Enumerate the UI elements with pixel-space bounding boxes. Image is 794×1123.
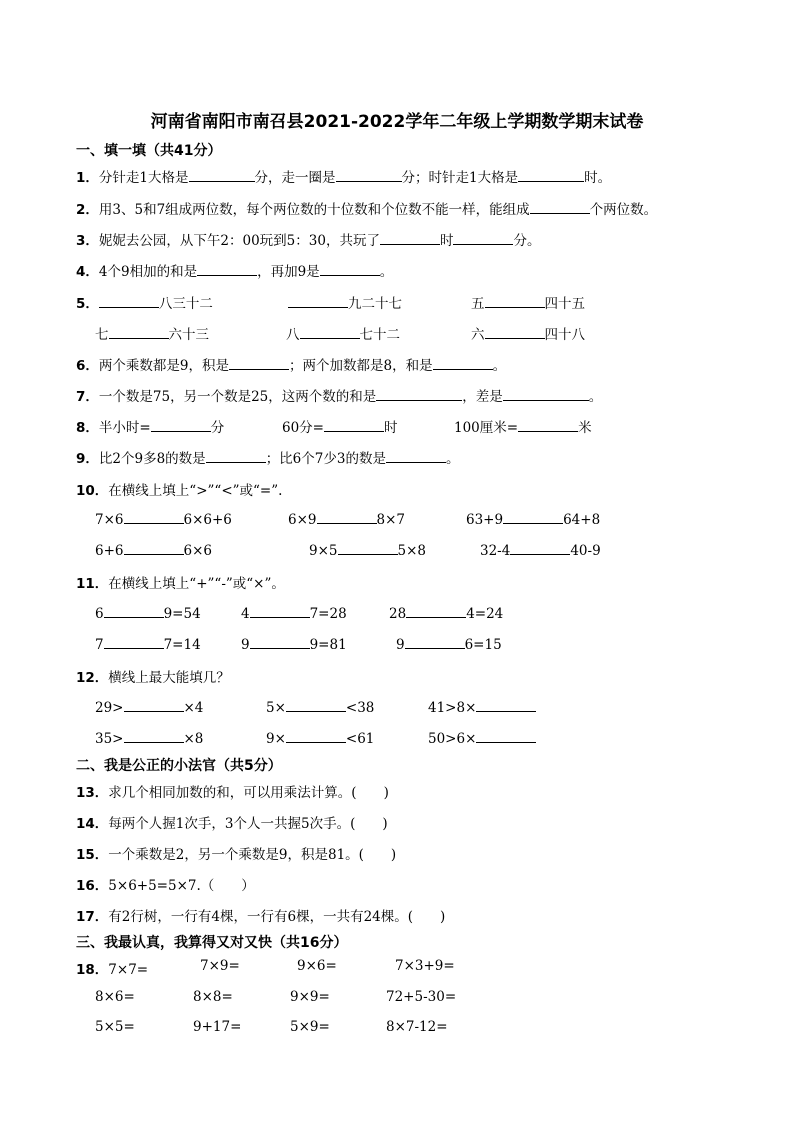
answer-blank[interactable] bbox=[336, 168, 402, 182]
question-17: 17．有2行树，一行有4棵，一行有6棵，一共有24棵。( ) bbox=[76, 909, 446, 925]
answer-blank[interactable] bbox=[250, 635, 310, 649]
question-14: 14．每两个人握1次手，3个人一共握5次手。( ) bbox=[76, 816, 388, 832]
answer-blank[interactable] bbox=[386, 449, 446, 463]
answer-blank[interactable] bbox=[124, 541, 184, 555]
answer-blank[interactable] bbox=[189, 168, 255, 182]
answer-blank[interactable] bbox=[338, 541, 398, 555]
answer-blank[interactable] bbox=[320, 262, 380, 276]
max-fill-item: 9× <61 bbox=[266, 731, 375, 747]
operator-item: 7 7=14 bbox=[95, 637, 201, 653]
answer-blank[interactable] bbox=[109, 325, 169, 339]
question-9: 9．比2个9多8的数是 ；比6个7少3的数是 。 bbox=[76, 451, 460, 467]
max-fill-item: 29> ×4 bbox=[95, 700, 204, 716]
question-number: 3． bbox=[76, 233, 99, 249]
answer-blank[interactable] bbox=[324, 418, 384, 432]
question-number: 11． bbox=[76, 576, 109, 592]
answer-blank[interactable] bbox=[503, 510, 563, 524]
operator-item: 4 7=28 bbox=[241, 606, 347, 622]
answer-blank[interactable] bbox=[476, 698, 536, 712]
operator-item: 9 9=81 bbox=[241, 637, 347, 653]
max-fill-item: 5× <38 bbox=[266, 700, 375, 716]
max-fill-item: 50>6× bbox=[428, 729, 536, 747]
question-number: 14． bbox=[76, 816, 109, 832]
question-number: 15． bbox=[76, 847, 109, 863]
answer-blank[interactable] bbox=[453, 231, 513, 245]
compare-item: 32-4 40-9 bbox=[480, 543, 601, 559]
answer-blank[interactable] bbox=[485, 294, 545, 308]
answer-blank[interactable] bbox=[206, 449, 266, 463]
question-number: 6． bbox=[76, 358, 99, 374]
calc-item: 8×6= bbox=[95, 989, 135, 1005]
calc-item: 9×9= bbox=[290, 989, 330, 1005]
answer-blank[interactable] bbox=[300, 325, 360, 339]
question-12: 12．横线上最大能填几？ bbox=[76, 670, 230, 686]
question-number: 17． bbox=[76, 909, 109, 925]
answer-blank[interactable] bbox=[229, 356, 289, 370]
calc-item: 7×9= bbox=[200, 958, 240, 974]
calc-item: 72+5-30= bbox=[386, 989, 457, 1005]
question-18: 18．7×7= bbox=[76, 962, 149, 978]
answer-blank[interactable] bbox=[476, 729, 536, 743]
answer-blank[interactable] bbox=[317, 510, 377, 524]
question-number: 18． bbox=[76, 962, 109, 978]
max-fill-item: 41>8× bbox=[428, 698, 536, 716]
question-8-item: 60分= 时 bbox=[282, 420, 398, 436]
question-number: 10． bbox=[76, 483, 109, 499]
question-number: 2． bbox=[76, 202, 99, 218]
question-5-row-1: 5． 八三十二 bbox=[76, 296, 213, 312]
answer-blank[interactable] bbox=[530, 200, 590, 214]
question-4: 4．4个9相加的和是 ，再加9是 。 bbox=[76, 264, 394, 280]
calc-item: 8×7-12= bbox=[386, 1019, 448, 1035]
question-16: 16．5×6+5=5×7.（ ） bbox=[76, 878, 255, 894]
page-title: 河南省南阳市南召县2021-2022学年二年级上学期数学期末试卷 bbox=[150, 112, 644, 132]
question-1: 1．分针走1大格是 分，走一圈是 分；时针走1大格是 时。 bbox=[76, 170, 612, 186]
answer-blank[interactable] bbox=[405, 635, 465, 649]
section-2-heading: 二、我是公正的小法官（共5分） bbox=[76, 758, 282, 774]
question-13: 13．求几个相同加数的和，可以用乘法计算。( ) bbox=[76, 785, 389, 801]
question-5-row-2: 七 六十三 bbox=[95, 327, 209, 343]
question-number: 7． bbox=[76, 389, 99, 405]
question-5-item: 八 七十二 bbox=[286, 327, 400, 343]
answer-blank[interactable] bbox=[104, 604, 164, 618]
calc-item: 8×8= bbox=[193, 989, 233, 1005]
compare-item: 6×9 8×7 bbox=[288, 512, 405, 528]
operator-item: 6 9=54 bbox=[95, 606, 201, 622]
answer-blank[interactable] bbox=[406, 604, 466, 618]
answer-blank[interactable] bbox=[286, 698, 346, 712]
answer-blank[interactable] bbox=[104, 635, 164, 649]
answer-blank[interactable] bbox=[124, 510, 184, 524]
question-number: 13． bbox=[76, 785, 109, 801]
max-fill-item: 35> ×8 bbox=[95, 731, 204, 747]
compare-item: 9×5 5×8 bbox=[309, 543, 426, 559]
answer-blank[interactable] bbox=[376, 387, 462, 401]
operator-item: 28 4=24 bbox=[389, 606, 504, 622]
answer-blank[interactable] bbox=[485, 325, 545, 339]
answer-blank[interactable] bbox=[510, 541, 570, 555]
question-3: 3．妮妮去公园，从下午2：00玩到5：30，共玩了 时 分。 bbox=[76, 233, 541, 249]
question-5-item: 六 四十八 bbox=[471, 327, 585, 343]
section-3-heading: 三、我最认真，我算得又对又快（共16分） bbox=[76, 935, 348, 951]
answer-blank[interactable] bbox=[124, 698, 184, 712]
compare-item: 63+9 64+8 bbox=[466, 512, 601, 528]
compare-item: 7×6 6×6+6 bbox=[95, 512, 232, 528]
question-number: 1． bbox=[76, 170, 99, 186]
calc-item: 9×6= bbox=[297, 958, 337, 974]
answer-blank[interactable] bbox=[197, 262, 257, 276]
answer-blank[interactable] bbox=[286, 729, 346, 743]
operator-item: 9 6=15 bbox=[396, 637, 502, 653]
answer-blank[interactable] bbox=[518, 418, 578, 432]
question-6: 6．两个乘数都是9，积是 ；两个加数都是8，和是 。 bbox=[76, 358, 507, 374]
question-7: 7．一个数是75，另一个数是25，这两个数的和是 ，差是 。 bbox=[76, 389, 603, 405]
calc-item: 7×3+9= bbox=[395, 958, 455, 974]
question-number: 4． bbox=[76, 264, 99, 280]
answer-blank[interactable] bbox=[250, 604, 310, 618]
answer-blank[interactable] bbox=[433, 356, 493, 370]
question-number: 5． bbox=[76, 296, 99, 312]
answer-blank[interactable] bbox=[288, 294, 348, 308]
question-number: 16． bbox=[76, 878, 109, 894]
question-number: 9． bbox=[76, 451, 99, 467]
answer-blank[interactable] bbox=[503, 387, 589, 401]
section-1-heading: 一、填一填（共41分） bbox=[76, 143, 222, 159]
question-10: 10．在横线上填上“>”“<”或“=”. bbox=[76, 483, 283, 499]
answer-blank[interactable] bbox=[380, 231, 440, 245]
answer-blank[interactable] bbox=[151, 418, 211, 432]
question-11: 11．在横线上填上“+”“-”或“×”。 bbox=[76, 576, 285, 592]
question-8-item: 100厘米= 米 bbox=[454, 420, 592, 436]
answer-blank[interactable] bbox=[518, 168, 584, 182]
question-8: 8．半小时= 分 bbox=[76, 420, 225, 436]
calc-item: 5×5= bbox=[95, 1019, 135, 1035]
question-2: 2．用3、5和7组成两位数，每个两位数的十位数和个位数不能一样，能组成 个两位数。 bbox=[76, 202, 658, 218]
question-5-item: 九二十七 bbox=[288, 292, 402, 312]
question-5-item: 五 四十五 bbox=[471, 296, 585, 312]
question-number: 12． bbox=[76, 670, 109, 686]
answer-blank[interactable] bbox=[124, 729, 184, 743]
calc-item: 5×9= bbox=[290, 1019, 330, 1035]
question-number: 8． bbox=[76, 420, 99, 436]
calc-item: 9+17= bbox=[193, 1019, 242, 1035]
question-15: 15．一个乘数是2，另一个乘数是9，积是81。( ) bbox=[76, 847, 397, 863]
answer-blank[interactable] bbox=[99, 294, 159, 308]
compare-item: 6+6 6×6 bbox=[95, 543, 212, 559]
